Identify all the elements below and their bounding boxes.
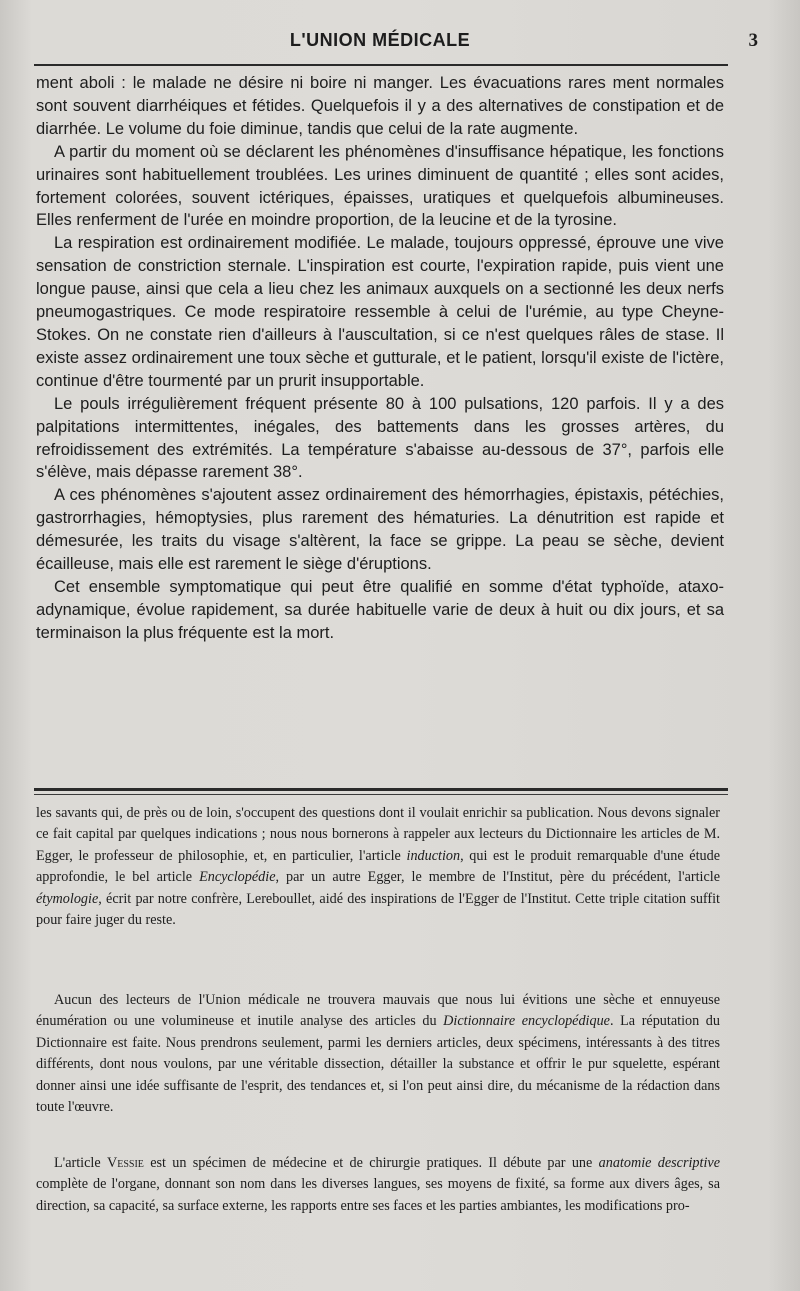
feuilleton-separator-thin bbox=[34, 794, 728, 795]
feuilleton-text: , écrit par notre confrère, Lereboullet, aidé des inspirations de l'Egger de l'Institut. Cette triple citation suffit pour faire juger du reste. bbox=[36, 890, 720, 929]
feuilleton-text: est un spécimen de médecine et de chirurgie pratiques. Il débute par une bbox=[143, 1155, 599, 1171]
header-rule bbox=[34, 64, 728, 66]
feuilleton-italic: anatomie descriptive bbox=[598, 1155, 720, 1171]
feuilleton-italic: Encyclopédie bbox=[199, 869, 276, 886]
feuilleton-text: complète de l'organe, donnant son nom dans les diverses langues, ses moyens de fixité, sa forme aux divers âges, sa direction, sa capacité, sa surface externe, les rapports entre ses faces et les parties ambiantes, les modifications pro- bbox=[36, 1176, 720, 1214]
feuilleton-text: , qui est le produit remarquable d'une étude approfondie, le bel article bbox=[36, 847, 720, 886]
feuilleton-paragraph-3 bbox=[36, 1153, 720, 1217]
feuilleton-text: . La réputation du Dictionnaire est faite. Nous prendrons seulement, parmi les derniers articles, deux spécimens, intéressants à des titres différents, dont nous voulons, par une véritable dissection, détailler la substance et offrir le pur squelette, espérant donner ainsi une idée suffisante de l'esprit, des tendances et, si l'on peut ainsi dire, du mécanisme de la rédaction dans toute l'œuvre. bbox=[36, 1013, 720, 1116]
main-paragraph: A ces phénomènes s'ajoutent assez ordinairement des hémorrhagies, épistaxis, pétéchies, gastrorrhagies, hémoptysies, plus rarement des hématuries. La dénutrition est rapide et démesurée, les traits du visage s'altèrent, la face se grippe. La peau se sèche, devient écailleuse, mais elle est rarement le siège d'éruptions. bbox=[36, 486, 724, 574]
page-number: 3 bbox=[748, 30, 758, 51]
feuilleton-text: L'article bbox=[54, 1155, 107, 1171]
feuilleton-italic: Dictionnaire encyclopédique bbox=[443, 1013, 610, 1030]
feuilleton-smallcaps: Vessie bbox=[106, 1155, 144, 1171]
feuilleton-italic: étymologie bbox=[36, 890, 99, 907]
main-paragraph: ment aboli : le malade ne désire ni boire ni manger. Les évacuations rares ment normales sont souvent diarrhéiques et fétides. Quelquefois il y a des alternatives de constipation et de diarrhée. Le volume du foie diminue, tandis que celui de la rate augmente. bbox=[36, 74, 724, 138]
main-paragraph: Cet ensemble symptomatique qui peut être qualifié en somme d'état typhoïde, ataxo-adynamique, évolue rapidement, sa durée habituelle varie de deux à huit ou dix jours, et sa terminaison la plus fréquente est la mort. bbox=[36, 577, 724, 642]
feuilleton-text: , par un autre Egger, le membre de l'Institut, père du précédent, l'article bbox=[275, 869, 721, 886]
feuilleton-paragraph-2 bbox=[36, 990, 720, 1118]
feuilleton-paragraph-1 bbox=[36, 803, 720, 931]
main-paragraph: La respiration est ordinairement modifiée. Le malade, toujours oppressé, éprouve une vive sensation de constriction sternale. L'inspiration est courte, l'expiration rapide, puis vient une longue pause, ainsi que cela a lieu chez les animaux auxquels on a sectionné les deux nerfs pneumogastriques. Ce mode respiratoire ressemble à celui de l'urémie, au type Cheyne-Stokes. On ne constate rien d'ailleurs à l'auscultation, si ce n'est quelques râles de stase. Il existe assez ordinairement une toux sèche et gutturale, et le patient, lorsqu'il existe de l'ictère, continue d'être tourmenté par un prurit insupportable. bbox=[36, 234, 724, 390]
feuilleton-text: les savants qui, de près ou de loin, s'occupent des questions dont il voulait enrichir sa publication. Nous devons signaler ce fait capital par quelques indications ; nous nous bornerons à rappeler aux lecteurs du Dictionnaire les articles de M. Egger, le professeur de philosophie, et, en particulier, l'article bbox=[36, 805, 720, 864]
feuilleton-italic: induction bbox=[406, 847, 461, 864]
main-paragraph: Le pouls irrégulièrement fréquent présente 80 à 100 pulsations, 120 parfois. Il y a des palpitations intermittentes, inégales, des battements dans les grosses artères, du refroidissement des extrémités. La température s'abaisse au-dessous de 37°, parfois elle s'élève, mais dépasse rarement 38°. bbox=[36, 394, 724, 482]
main-article bbox=[36, 72, 724, 645]
journal-title: L'UNION MÉDICALE bbox=[289, 30, 471, 50]
feuilleton-text: Aucun des lecteurs de l'Union médicale ne trouvera mauvais que nous lui évitions une sèche et ennuyeuse énumération ou une volumineuse et inutile analyse des articles du bbox=[36, 992, 720, 1030]
feuilleton-separator bbox=[34, 788, 728, 791]
main-paragraph: A partir du moment où se déclarent les phénomènes d'insuffisance hépatique, les fonctions urinaires sont habituellement troublées. Les urines diminuent de quantité ; elles sont acides, fortement colorées, souvent ictériques, épaisses, uratiques et quelquefois albumineuses. Elles renferment de l'urée en moindre proportion, de la leucine et de la tyrosine. bbox=[36, 142, 724, 230]
page-header bbox=[36, 28, 758, 58]
